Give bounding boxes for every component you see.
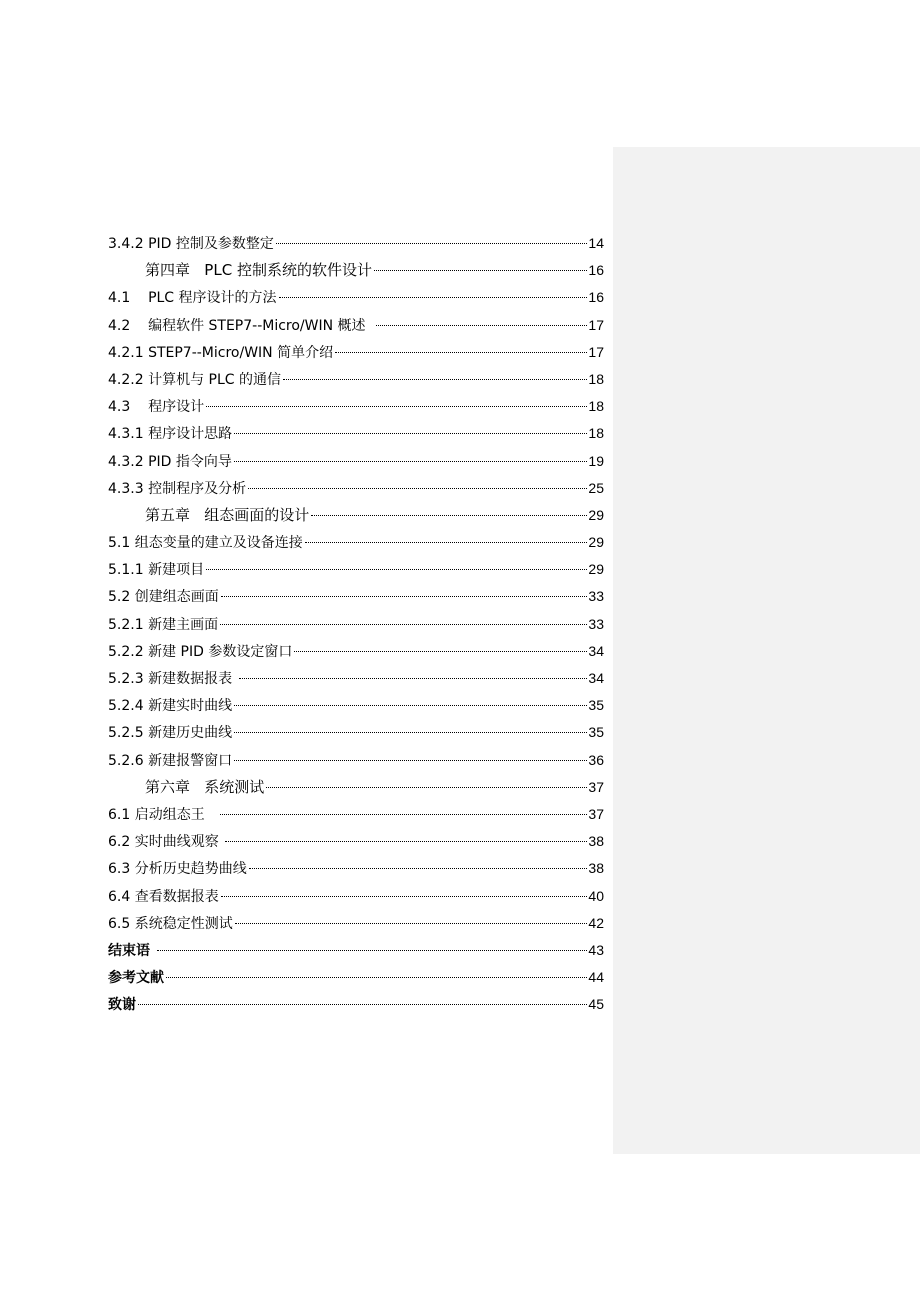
toc-page-number: 33 bbox=[588, 588, 604, 605]
toc-row[interactable] bbox=[108, 556, 604, 583]
toc-row[interactable] bbox=[108, 284, 604, 311]
toc-entry-title: 5.1.1 新建项目 bbox=[108, 562, 205, 579]
toc-dot-leader bbox=[234, 433, 587, 434]
toc-entry-title: 4.2 编程软件 STEP7--Micro/WIN 概述 bbox=[108, 317, 375, 334]
toc-dot-leader bbox=[166, 977, 587, 978]
toc-row[interactable] bbox=[108, 393, 604, 420]
toc-chapter-row[interactable] bbox=[108, 502, 604, 529]
toc-page-number: 35 bbox=[588, 724, 604, 741]
toc-entry-title: 5.2.2 新建 PID 参数设定窗口 bbox=[108, 643, 293, 660]
toc-dot-leader bbox=[206, 406, 587, 407]
toc-dot-leader bbox=[235, 923, 588, 924]
toc-page-number: 43 bbox=[588, 941, 604, 958]
toc-dot-leader bbox=[234, 461, 588, 462]
toc-page-number: 18 bbox=[588, 370, 604, 387]
toc-row[interactable] bbox=[108, 230, 604, 257]
toc-row[interactable] bbox=[108, 420, 604, 447]
toc-dot-leader bbox=[248, 488, 587, 489]
toc-row[interactable] bbox=[108, 312, 604, 339]
toc-page-number: 40 bbox=[588, 887, 604, 904]
toc-entry-title: 4.3.3 控制程序及分析 bbox=[108, 480, 247, 497]
toc-page-number: 19 bbox=[588, 452, 604, 469]
toc-dot-leader bbox=[311, 515, 587, 516]
toc-page-number: 44 bbox=[588, 969, 604, 986]
toc-dot-leader bbox=[138, 1004, 587, 1005]
toc-dot-leader bbox=[221, 896, 588, 897]
toc-entry-title: 6.5 系统稳定性测试 bbox=[108, 915, 233, 932]
toc-entry-title: 6.3 分析历史趋势曲线 bbox=[108, 861, 247, 878]
toc-page-number: 38 bbox=[588, 860, 604, 877]
toc-row[interactable] bbox=[108, 719, 604, 746]
toc-page-number: 36 bbox=[588, 751, 604, 768]
toc-row[interactable] bbox=[108, 638, 604, 665]
toc-entry-title: 6.1 启动组态王 bbox=[108, 806, 219, 823]
toc-page-number: 45 bbox=[588, 996, 604, 1013]
toc-row[interactable] bbox=[108, 692, 604, 719]
toc-entry-title: 4.1 PLC 程序设计的方法 bbox=[108, 290, 277, 307]
toc-row[interactable] bbox=[108, 339, 604, 366]
toc-entry-title: 4.2.1 STEP7--Micro/WIN 简单介绍 bbox=[108, 344, 334, 361]
toc-page-number: 29 bbox=[588, 534, 604, 551]
toc-dot-leader bbox=[374, 270, 587, 271]
comment-margin-panel bbox=[613, 147, 920, 1154]
toc-entry-title: 5.2 创建组态画面 bbox=[108, 589, 219, 606]
toc-row[interactable] bbox=[108, 964, 604, 991]
toc-dot-leader bbox=[221, 596, 588, 597]
toc-row[interactable] bbox=[108, 910, 604, 937]
toc-entry-title: 结束语 bbox=[108, 942, 155, 959]
toc-page-number: 34 bbox=[588, 670, 604, 686]
toc-page-number: 17 bbox=[588, 343, 604, 360]
toc-page-number: 38 bbox=[588, 833, 604, 850]
toc-entry-title: 6.2 实时曲线观察 bbox=[108, 834, 224, 851]
toc-entry-title: 5.1 组态变量的建立及设备连接 bbox=[108, 535, 303, 552]
toc-dot-leader bbox=[283, 379, 587, 380]
toc-page-number: 42 bbox=[588, 914, 604, 931]
table-of-contents bbox=[108, 230, 604, 1018]
toc-chapter-row[interactable] bbox=[108, 774, 604, 801]
toc-row[interactable] bbox=[108, 611, 604, 638]
toc-page-number: 25 bbox=[588, 479, 604, 496]
toc-page-number: 34 bbox=[588, 642, 604, 659]
toc-dot-leader bbox=[225, 841, 587, 842]
toc-row[interactable] bbox=[108, 937, 604, 964]
toc-dot-leader bbox=[266, 787, 587, 788]
toc-page-number: 35 bbox=[588, 697, 604, 714]
toc-page-number: 37 bbox=[588, 805, 604, 822]
toc-dot-leader bbox=[376, 325, 587, 326]
toc-row[interactable] bbox=[108, 828, 604, 855]
toc-entry-title: 5.2.5 新建历史曲线 bbox=[108, 725, 233, 742]
toc-dot-leader bbox=[220, 624, 587, 625]
toc-entry-title: 6.4 查看数据报表 bbox=[108, 888, 219, 905]
toc-row[interactable] bbox=[108, 665, 604, 692]
toc-entry-title: 5.2.6 新建报警窗口 bbox=[108, 752, 233, 769]
toc-entry-title: 第四章 PLC 控制系统的软件设计 bbox=[145, 261, 372, 280]
toc-row[interactable] bbox=[108, 475, 604, 502]
toc-page-number: 37 bbox=[588, 778, 604, 795]
toc-dot-leader bbox=[305, 542, 588, 543]
toc-dot-leader bbox=[220, 814, 587, 815]
toc-entry-title: 4.3 程序设计 bbox=[108, 399, 205, 416]
toc-row[interactable] bbox=[108, 991, 604, 1018]
toc-row[interactable] bbox=[108, 855, 604, 882]
toc-page-number: 29 bbox=[588, 506, 604, 523]
toc-dot-leader bbox=[234, 732, 587, 733]
toc-dot-leader bbox=[234, 705, 587, 706]
toc-page-number: 16 bbox=[588, 289, 604, 306]
toc-row[interactable] bbox=[108, 366, 604, 393]
toc-dot-leader bbox=[279, 297, 588, 298]
toc-row[interactable] bbox=[108, 883, 604, 910]
toc-row[interactable] bbox=[108, 448, 604, 475]
toc-page-number: 18 bbox=[588, 425, 604, 442]
toc-row[interactable] bbox=[108, 747, 604, 774]
toc-entry-title: 3.4.2 PID 控制及参数整定 bbox=[108, 236, 274, 252]
toc-page-number: 29 bbox=[588, 561, 604, 578]
toc-dot-leader bbox=[234, 760, 587, 761]
toc-dot-leader bbox=[206, 569, 587, 570]
toc-entry-title: 5.2.4 新建实时曲线 bbox=[108, 698, 233, 715]
toc-dot-leader bbox=[157, 950, 588, 951]
toc-dot-leader bbox=[249, 868, 588, 869]
toc-row[interactable] bbox=[108, 529, 604, 556]
toc-entry-title: 致谢 bbox=[108, 997, 136, 1014]
toc-chapter-row[interactable] bbox=[108, 257, 604, 284]
toc-dot-leader bbox=[335, 352, 587, 353]
toc-entry-title: 4.3.2 PID 指令向导 bbox=[108, 453, 232, 470]
toc-page-number: 18 bbox=[588, 398, 604, 415]
toc-dot-leader bbox=[294, 651, 587, 652]
toc-page-number: 16 bbox=[588, 262, 604, 279]
toc-page-number: 14 bbox=[588, 235, 604, 251]
toc-row[interactable] bbox=[108, 801, 604, 828]
toc-entry-title: 4.3.1 程序设计思路 bbox=[108, 426, 233, 443]
toc-page-number: 17 bbox=[588, 316, 604, 333]
toc-entry-title: 第五章 组态画面的设计 bbox=[145, 505, 310, 524]
toc-entry-title: 5.2.1 新建主画面 bbox=[108, 616, 219, 633]
toc-page-number: 33 bbox=[588, 615, 604, 632]
toc-dot-leader bbox=[276, 243, 588, 244]
toc-entry-title: 4.2.2 计算机与 PLC 的通信 bbox=[108, 371, 281, 388]
toc-entry-title: 5.2.3 新建数据报表 bbox=[108, 671, 237, 687]
toc-row[interactable] bbox=[108, 583, 604, 610]
toc-entry-title: 参考文献 bbox=[108, 970, 164, 987]
toc-entry-title: 第六章 系统测试 bbox=[145, 777, 265, 796]
toc-dot-leader bbox=[239, 678, 588, 679]
